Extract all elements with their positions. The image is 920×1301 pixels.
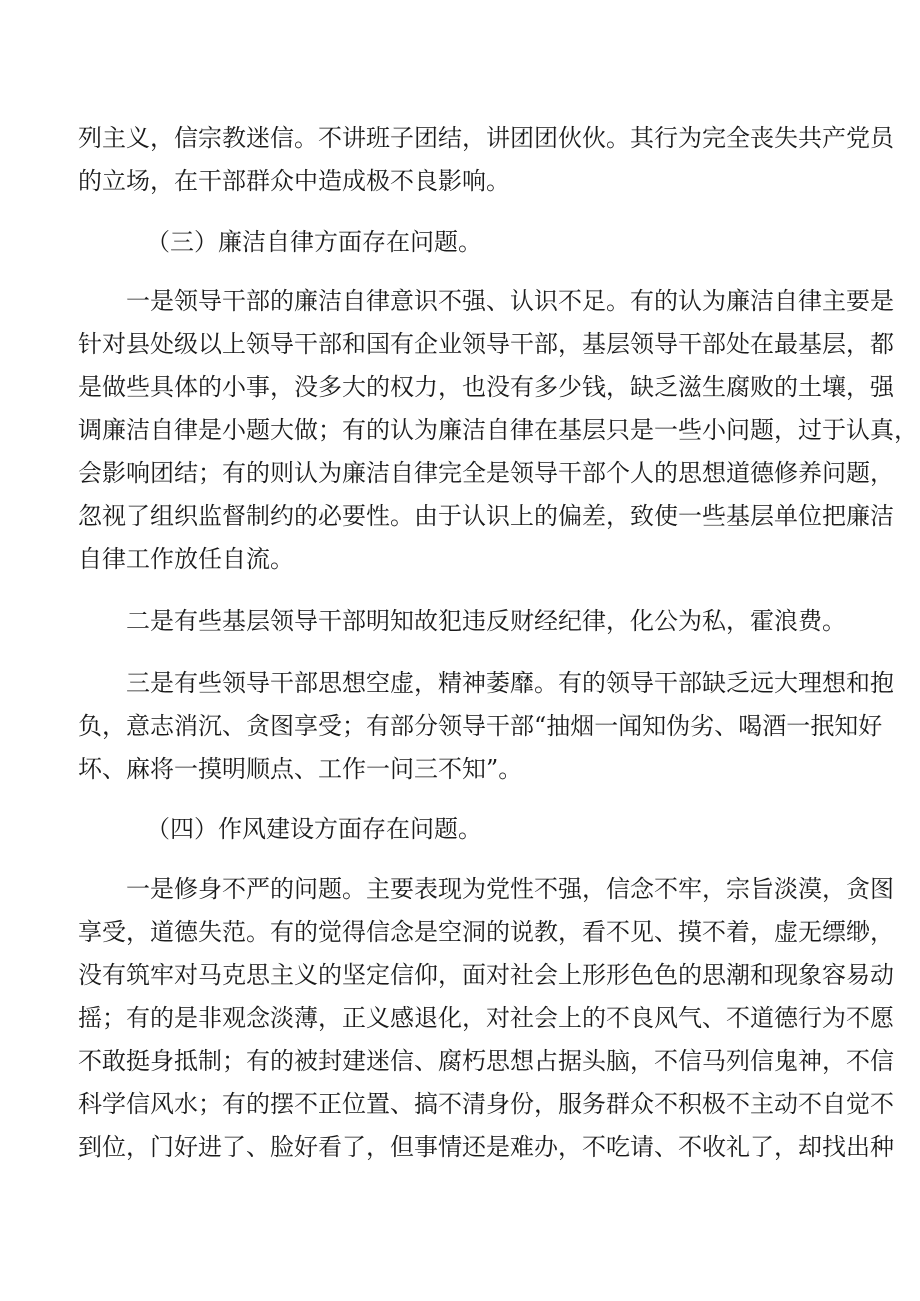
text-line: 列主义，信宗教迷信。不讲班子团结，讲团团伙伙。其行为完全丧失共产党员 xyxy=(78,124,894,152)
text-line: 没有筑牢对马克思主义的坚定信仰，面对社会上形形色色的思潮和现象容易动 xyxy=(78,961,894,989)
text-line: 摇；有的是非观念淡薄，正义感退化，对社会上的不良风气、不道德行为不愿 xyxy=(78,1004,894,1032)
text-line: 一是领导干部的廉洁自律意识不强、认识不足。有的认为廉洁自律主要是 xyxy=(126,287,894,315)
text-line: 一是修身不严的问题。主要表现为党性不强，信念不牢，宗旨淡漠，贪图 xyxy=(126,875,894,903)
text-line: 针对县处级以上领导干部和国有企业领导干部，基层领导干部处在最基层，都 xyxy=(78,330,894,358)
text-line: 科学信风水；有的摆不正位置、搞不清身份，服务群众不积极不主动不自觉不 xyxy=(78,1090,894,1118)
text-line: 会影响团结；有的则认为廉洁自律完全是领导干部个人的思想道德修养问题， xyxy=(78,459,894,487)
text-line: 自律工作放任自流。 xyxy=(78,545,294,573)
section-heading: （四）作风建设方面存在问题。 xyxy=(146,815,482,843)
text-line: 不敢挺身抵制；有的被封建迷信、腐朽思想占据头脑，不信马列信鬼神，不信 xyxy=(78,1047,894,1075)
text-line: 享受，道德失范。有的觉得信念是空洞的说教，看不见、摸不着，虚无缥缈， xyxy=(78,918,894,946)
text-line: 二是有些基层领导干部明知故犯违反财经纪律，化公为私，霍浪费。 xyxy=(126,607,846,635)
section-heading: （三）廉洁自律方面存在问题。 xyxy=(146,228,482,256)
text-line: 坏、麻将一摸明顺点、工作一问三不知”。 xyxy=(78,755,523,783)
text-line: 的立场，在干部群众中造成极不良影响。 xyxy=(78,167,510,195)
text-line: 负，意志消沉、贪图享受；有部分领导干部“抽烟一闻知伪劣、喝酒一抿知好 xyxy=(78,712,883,740)
text-line: 到位，门好进了、脸好看了，但事情还是难办，不吃请、不收礼了，却找出种 xyxy=(78,1133,894,1161)
text-line: 三是有些领导干部思想空虚，精神萎靡。有的领导干部缺乏远大理想和抱 xyxy=(126,669,894,697)
text-line: 忽视了组织监督制约的必要性。由于认识上的偏差，致使一些基层单位把廉洁 xyxy=(78,502,894,530)
text-line: 调廉洁自律是小题大做；有的认为廉洁自律在基层只是一些小问题，过于认真， xyxy=(78,416,918,444)
text-line: 是做些具体的小事，没多大的权力，也没有多少钱，缺乏滋生腐败的土壤，强 xyxy=(78,373,894,401)
